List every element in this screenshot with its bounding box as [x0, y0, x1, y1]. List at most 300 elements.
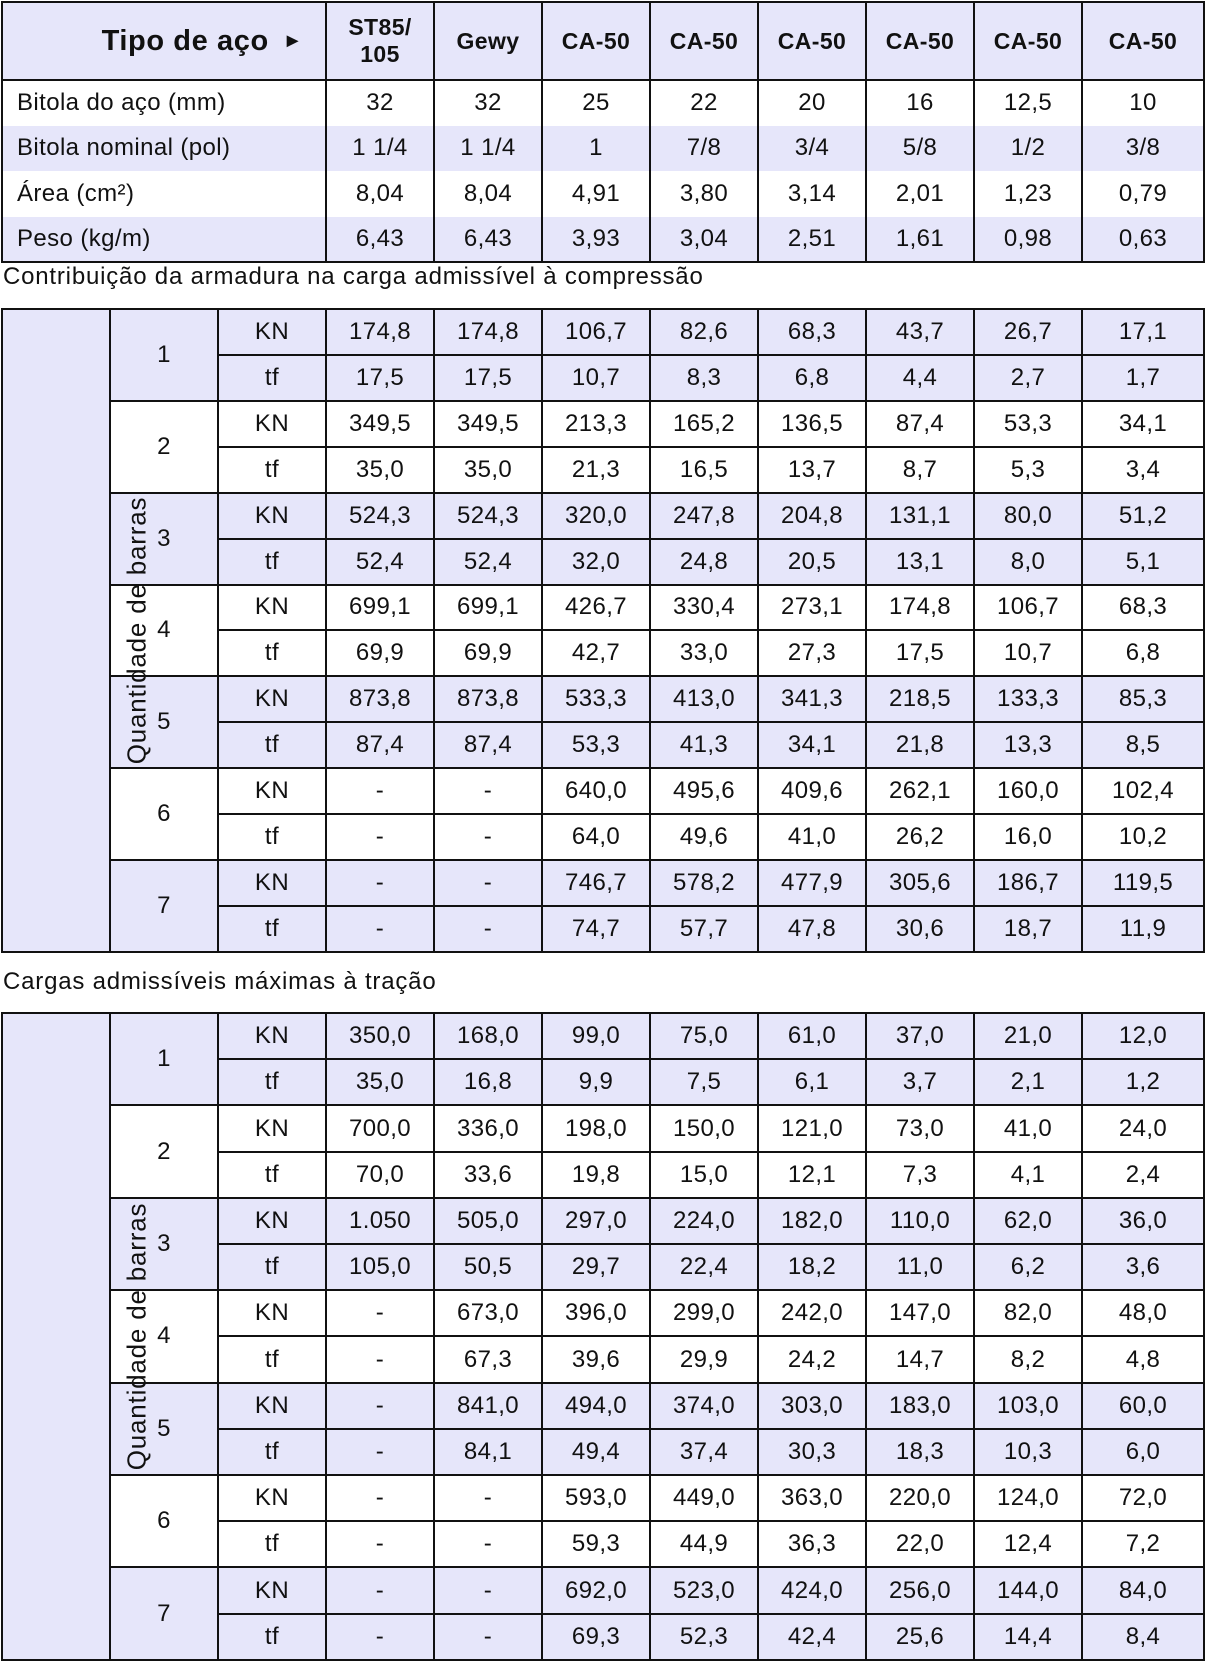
- compression-value: 53,3: [542, 722, 650, 768]
- property-label: Área (cm²): [2, 171, 326, 216]
- tension-value: 18,2: [758, 1244, 866, 1290]
- property-label: Bitola do aço (mm): [2, 80, 326, 125]
- tension-value: 350,0: [326, 1013, 434, 1059]
- tension-row: [2, 1290, 1204, 1336]
- tension-value: 30,3: [758, 1429, 866, 1475]
- property-row: [2, 80, 1204, 125]
- property-value: 12,5: [974, 80, 1082, 125]
- property-value: 32: [326, 80, 434, 125]
- tension-table: [1, 1012, 1205, 1661]
- compression-value: 341,3: [758, 676, 866, 722]
- tension-caption: Cargas admissíveis máximas à tração: [3, 968, 437, 995]
- tension-unit: tf: [218, 1429, 326, 1475]
- tension-value: 39,6: [542, 1336, 650, 1382]
- property-value: 2,51: [758, 217, 866, 262]
- compression-value: 49,6: [650, 814, 758, 860]
- steel-type-name: CA-50: [885, 27, 955, 54]
- compression-value: 320,0: [542, 493, 650, 539]
- tension-value: -: [326, 1567, 434, 1613]
- compression-value: 873,8: [326, 676, 434, 722]
- tension-unit: tf: [218, 1152, 326, 1198]
- compression-value: -: [326, 860, 434, 906]
- compression-value: 8,0: [974, 539, 1082, 585]
- tension-value: 35,0: [326, 1059, 434, 1105]
- tension-value: 121,0: [758, 1105, 866, 1151]
- property-value: 16: [866, 80, 974, 125]
- compression-quantity-label-cell: [2, 309, 152, 952]
- compression-unit: tf: [218, 447, 326, 493]
- tension-value: 7,5: [650, 1059, 758, 1105]
- tension-value: -: [326, 1336, 434, 1382]
- compression-row: [2, 401, 1204, 447]
- tension-value: 29,7: [542, 1244, 650, 1290]
- compression-value: 35,0: [434, 447, 542, 493]
- compression-value: 13,1: [866, 539, 974, 585]
- tension-value: 374,0: [650, 1383, 758, 1429]
- tension-unit: KN: [218, 1013, 326, 1059]
- property-value: 22: [650, 80, 758, 125]
- compression-value: 174,8: [326, 309, 434, 355]
- compression-bar-count: 4: [110, 585, 218, 677]
- compression-value: 6,8: [1082, 630, 1204, 676]
- compression-value: -: [326, 768, 434, 814]
- steel-type-name: Gewy: [456, 27, 520, 54]
- compression-value: 21,3: [542, 447, 650, 493]
- tension-row: [2, 1383, 1204, 1429]
- compression-value: 17,1: [1082, 309, 1204, 355]
- property-value: 1 1/4: [326, 126, 434, 171]
- property-row: [2, 126, 1204, 171]
- compression-value: 699,1: [326, 585, 434, 631]
- compression-value: 1,7: [1082, 355, 1204, 401]
- tension-value: 84,0: [1082, 1567, 1204, 1613]
- tension-value: 60,0: [1082, 1383, 1204, 1429]
- compression-value: 33,0: [650, 630, 758, 676]
- compression-row: [2, 676, 1204, 722]
- tension-value: 183,0: [866, 1383, 974, 1429]
- tension-value: 37,4: [650, 1429, 758, 1475]
- tension-value: 24,0: [1082, 1105, 1204, 1151]
- compression-value: 746,7: [542, 860, 650, 906]
- compression-value: 74,7: [542, 906, 650, 952]
- tension-value: 1.050: [326, 1198, 434, 1244]
- compression-quantity-label: Quantidade de barras: [121, 496, 152, 765]
- tension-value: 44,9: [650, 1521, 758, 1567]
- tension-bar-count: 3: [110, 1198, 218, 1290]
- compression-value: 13,3: [974, 722, 1082, 768]
- steel-type-header-row: [2, 2, 1204, 80]
- compression-bar-count: 1: [110, 309, 218, 401]
- compression-value: 349,5: [434, 401, 542, 447]
- property-value: 1 1/4: [434, 126, 542, 171]
- tension-value: 37,0: [866, 1013, 974, 1059]
- compression-value: 3,4: [1082, 447, 1204, 493]
- tension-value: 220,0: [866, 1475, 974, 1521]
- property-label: Bitola nominal (pol): [2, 126, 326, 171]
- tension-value: 3,6: [1082, 1244, 1204, 1290]
- property-value: 25: [542, 80, 650, 125]
- compression-value: 413,0: [650, 676, 758, 722]
- compression-unit: KN: [218, 676, 326, 722]
- tension-value: 67,3: [434, 1336, 542, 1382]
- tension-unit: tf: [218, 1244, 326, 1290]
- tension-unit: KN: [218, 1475, 326, 1521]
- tension-bar-count: 5: [110, 1383, 218, 1475]
- steel-type-name: ST85/: [348, 14, 412, 41]
- tension-unit: tf: [218, 1336, 326, 1382]
- tension-value: -: [434, 1521, 542, 1567]
- compression-value: 119,5: [1082, 860, 1204, 906]
- compression-bar-count: 6: [110, 768, 218, 860]
- property-value: 3,80: [650, 171, 758, 216]
- compression-value: 80,0: [974, 493, 1082, 539]
- tension-value: 11,0: [866, 1244, 974, 1290]
- tension-value: 3,7: [866, 1059, 974, 1105]
- compression-row: [2, 585, 1204, 631]
- tension-value: 33,6: [434, 1152, 542, 1198]
- compression-value: 17,5: [434, 355, 542, 401]
- tension-value: 70,0: [326, 1152, 434, 1198]
- steel-type-header: [1082, 2, 1204, 80]
- compression-value: 42,7: [542, 630, 650, 676]
- compression-bar-count: 5: [110, 676, 218, 768]
- tension-bar-count: 4: [110, 1290, 218, 1382]
- tension-value: 25,6: [866, 1614, 974, 1660]
- tension-unit: tf: [218, 1614, 326, 1660]
- steel-type-name: CA-50: [1108, 27, 1178, 54]
- compression-value: 21,8: [866, 722, 974, 768]
- compression-unit: tf: [218, 906, 326, 952]
- tension-value: 150,0: [650, 1105, 758, 1151]
- tension-value: 505,0: [434, 1198, 542, 1244]
- tension-unit: KN: [218, 1383, 326, 1429]
- compression-value: 477,9: [758, 860, 866, 906]
- tension-value: 297,0: [542, 1198, 650, 1244]
- compression-value: 165,2: [650, 401, 758, 447]
- tension-row: [2, 1013, 1204, 1059]
- tension-value: 29,9: [650, 1336, 758, 1382]
- compression-value: 87,4: [326, 722, 434, 768]
- tension-value: -: [434, 1475, 542, 1521]
- compression-unit: KN: [218, 401, 326, 447]
- compression-value: 68,3: [758, 309, 866, 355]
- property-value: 1/2: [974, 126, 1082, 171]
- compression-value: 160,0: [974, 768, 1082, 814]
- tension-value: 6,0: [1082, 1429, 1204, 1475]
- tension-value: 14,4: [974, 1614, 1082, 1660]
- tension-row: [2, 1105, 1204, 1151]
- compression-value: 30,6: [866, 906, 974, 952]
- tension-value: 72,0: [1082, 1475, 1204, 1521]
- tension-value: 36,0: [1082, 1198, 1204, 1244]
- tension-value: -: [326, 1383, 434, 1429]
- compression-value: 262,1: [866, 768, 974, 814]
- compression-unit: KN: [218, 768, 326, 814]
- tension-value: 593,0: [542, 1475, 650, 1521]
- steel-type-name: CA-50: [777, 27, 847, 54]
- compression-row: [2, 309, 1204, 355]
- compression-value: 330,4: [650, 585, 758, 631]
- tension-value: 336,0: [434, 1105, 542, 1151]
- tension-row: [2, 1567, 1204, 1613]
- tension-unit: tf: [218, 1059, 326, 1105]
- compression-value: 699,1: [434, 585, 542, 631]
- compression-value: 524,3: [434, 493, 542, 539]
- tension-value: 16,8: [434, 1059, 542, 1105]
- steel-type-header: [758, 2, 866, 80]
- compression-value: 204,8: [758, 493, 866, 539]
- property-value: 8,04: [434, 171, 542, 216]
- tension-value: 224,0: [650, 1198, 758, 1244]
- tension-value: 8,2: [974, 1336, 1082, 1382]
- steel-type-header: [974, 2, 1082, 80]
- tension-bar-count: 6: [110, 1475, 218, 1567]
- compression-value: 47,8: [758, 906, 866, 952]
- compression-value: 305,6: [866, 860, 974, 906]
- property-value: 5/8: [866, 126, 974, 171]
- tension-value: 21,0: [974, 1013, 1082, 1059]
- compression-value: 174,8: [866, 585, 974, 631]
- compression-value: 16,5: [650, 447, 758, 493]
- compression-value: 578,2: [650, 860, 758, 906]
- compression-value: 43,7: [866, 309, 974, 355]
- compression-value: 16,0: [974, 814, 1082, 860]
- tension-value: 48,0: [1082, 1290, 1204, 1336]
- tension-value: 6,2: [974, 1244, 1082, 1290]
- compression-unit: tf: [218, 355, 326, 401]
- compression-value: 8,3: [650, 355, 758, 401]
- compression-caption: Contribuição da armadura na carga admissível à compressão: [3, 263, 704, 290]
- compression-value: 174,8: [434, 309, 542, 355]
- tension-value: 12,0: [1082, 1013, 1204, 1059]
- tension-value: 110,0: [866, 1198, 974, 1244]
- tension-value: 363,0: [758, 1475, 866, 1521]
- compression-value: 53,3: [974, 401, 1082, 447]
- compression-bar-count: 7: [110, 860, 218, 952]
- property-value: 1,61: [866, 217, 974, 262]
- tension-quantity-label-cell: [2, 1013, 152, 1660]
- compression-value: 17,5: [866, 630, 974, 676]
- tension-value: 9,9: [542, 1059, 650, 1105]
- tension-value: 2,1: [974, 1059, 1082, 1105]
- tension-value: 103,0: [974, 1383, 1082, 1429]
- compression-value: 11,9: [1082, 906, 1204, 952]
- compression-value: 64,0: [542, 814, 650, 860]
- property-value: 1,23: [974, 171, 1082, 216]
- steel-type-label-cell: [2, 2, 326, 80]
- property-row: [2, 217, 1204, 262]
- property-value: 10: [1082, 80, 1204, 125]
- tension-value: -: [434, 1614, 542, 1660]
- tension-value: 424,0: [758, 1567, 866, 1613]
- tension-value: 14,7: [866, 1336, 974, 1382]
- compression-unit: tf: [218, 722, 326, 768]
- tension-value: 69,3: [542, 1614, 650, 1660]
- compression-unit: KN: [218, 493, 326, 539]
- compression-value: 32,0: [542, 539, 650, 585]
- tension-unit: KN: [218, 1290, 326, 1336]
- compression-unit: KN: [218, 309, 326, 355]
- compression-value: 426,7: [542, 585, 650, 631]
- compression-value: 82,6: [650, 309, 758, 355]
- compression-value: 27,3: [758, 630, 866, 676]
- tension-quantity-label: Quantidade de barras: [121, 1202, 152, 1471]
- tension-unit: KN: [218, 1105, 326, 1151]
- tension-value: 7,3: [866, 1152, 974, 1198]
- compression-value: 409,6: [758, 768, 866, 814]
- compression-value: 34,1: [1082, 401, 1204, 447]
- tension-value: -: [326, 1429, 434, 1475]
- compression-value: 8,7: [866, 447, 974, 493]
- compression-value: 26,2: [866, 814, 974, 860]
- compression-value: -: [434, 814, 542, 860]
- tension-value: 1,2: [1082, 1059, 1204, 1105]
- tension-value: 10,3: [974, 1429, 1082, 1475]
- tension-value: 4,8: [1082, 1336, 1204, 1382]
- compression-value: 2,7: [974, 355, 1082, 401]
- tension-value: 198,0: [542, 1105, 650, 1151]
- tension-bar-count: 7: [110, 1567, 218, 1660]
- compression-value: 873,8: [434, 676, 542, 722]
- compression-value: 69,9: [326, 630, 434, 676]
- tension-value: 692,0: [542, 1567, 650, 1613]
- tension-value: 75,0: [650, 1013, 758, 1059]
- compression-value: 495,6: [650, 768, 758, 814]
- tension-value: 73,0: [866, 1105, 974, 1151]
- compression-value: -: [326, 906, 434, 952]
- compression-value: 41,0: [758, 814, 866, 860]
- compression-value: 13,7: [758, 447, 866, 493]
- property-value: 0,98: [974, 217, 1082, 262]
- compression-value: 85,3: [1082, 676, 1204, 722]
- tension-row: [2, 1198, 1204, 1244]
- compression-unit: tf: [218, 630, 326, 676]
- compression-value: -: [434, 906, 542, 952]
- compression-value: 8,5: [1082, 722, 1204, 768]
- tension-value: 8,4: [1082, 1614, 1204, 1660]
- compression-unit: tf: [218, 539, 326, 585]
- tension-value: 52,3: [650, 1614, 758, 1660]
- property-value: 3,14: [758, 171, 866, 216]
- compression-row: [2, 768, 1204, 814]
- tension-value: 182,0: [758, 1198, 866, 1244]
- tension-row: [2, 1475, 1204, 1521]
- property-value: 8,04: [326, 171, 434, 216]
- compression-value: -: [434, 768, 542, 814]
- tension-value: 494,0: [542, 1383, 650, 1429]
- compression-value: 51,2: [1082, 493, 1204, 539]
- tension-value: 42,4: [758, 1614, 866, 1660]
- tension-value: 6,1: [758, 1059, 866, 1105]
- tension-value: 15,0: [650, 1152, 758, 1198]
- steel-type-header: [434, 2, 542, 80]
- property-value: 1: [542, 126, 650, 171]
- tension-value: 449,0: [650, 1475, 758, 1521]
- property-value: 0,63: [1082, 217, 1204, 262]
- tension-unit: KN: [218, 1567, 326, 1613]
- steel-type-name-line2: 105: [360, 41, 400, 68]
- property-value: 0,79: [1082, 171, 1204, 216]
- tension-value: 59,3: [542, 1521, 650, 1567]
- tension-value: 700,0: [326, 1105, 434, 1151]
- compression-value: 6,8: [758, 355, 866, 401]
- tension-value: -: [326, 1521, 434, 1567]
- property-value: 6,43: [434, 217, 542, 262]
- compression-unit: KN: [218, 860, 326, 906]
- tension-bar-count: 1: [110, 1013, 218, 1105]
- compression-value: 24,8: [650, 539, 758, 585]
- steel-type-name: CA-50: [669, 27, 739, 54]
- compression-value: 52,4: [326, 539, 434, 585]
- compression-value: 10,7: [974, 630, 1082, 676]
- compression-value: 87,4: [434, 722, 542, 768]
- property-row: [2, 171, 1204, 216]
- tension-value: -: [434, 1567, 542, 1613]
- tension-value: 18,3: [866, 1429, 974, 1475]
- tension-value: -: [326, 1290, 434, 1336]
- property-value: 7/8: [650, 126, 758, 171]
- compression-value: 10,7: [542, 355, 650, 401]
- tension-value: 50,5: [434, 1244, 542, 1290]
- tension-value: 168,0: [434, 1013, 542, 1059]
- property-value: 3,04: [650, 217, 758, 262]
- tension-value: 105,0: [326, 1244, 434, 1290]
- compression-value: 35,0: [326, 447, 434, 493]
- tension-value: 673,0: [434, 1290, 542, 1336]
- compression-value: 69,9: [434, 630, 542, 676]
- property-value: 6,43: [326, 217, 434, 262]
- tension-value: 124,0: [974, 1475, 1082, 1521]
- tension-value: 299,0: [650, 1290, 758, 1336]
- tension-value: 61,0: [758, 1013, 866, 1059]
- tension-value: 41,0: [974, 1105, 1082, 1151]
- compression-unit: tf: [218, 814, 326, 860]
- property-value: 2,01: [866, 171, 974, 216]
- compression-value: 640,0: [542, 768, 650, 814]
- compression-value: 10,2: [1082, 814, 1204, 860]
- compression-value: 131,1: [866, 493, 974, 539]
- compression-value: 17,5: [326, 355, 434, 401]
- compression-value: 136,5: [758, 401, 866, 447]
- tension-value: 12,4: [974, 1521, 1082, 1567]
- tension-value: 84,1: [434, 1429, 542, 1475]
- tension-value: 99,0: [542, 1013, 650, 1059]
- steel-properties-table: [1, 1, 1205, 263]
- compression-unit: KN: [218, 585, 326, 631]
- compression-value: 133,3: [974, 676, 1082, 722]
- compression-value: 533,3: [542, 676, 650, 722]
- steel-type-name: CA-50: [561, 27, 631, 54]
- tension-value: 523,0: [650, 1567, 758, 1613]
- compression-value: 20,5: [758, 539, 866, 585]
- compression-value: 213,3: [542, 401, 650, 447]
- compression-value: 349,5: [326, 401, 434, 447]
- compression-value: 52,4: [434, 539, 542, 585]
- property-value: 32: [434, 80, 542, 125]
- compression-value: 5,1: [1082, 539, 1204, 585]
- compression-value: -: [434, 860, 542, 906]
- compression-value: 34,1: [758, 722, 866, 768]
- tension-value: 841,0: [434, 1383, 542, 1429]
- compression-value: 102,4: [1082, 768, 1204, 814]
- tension-value: 144,0: [974, 1567, 1082, 1613]
- tension-value: 19,8: [542, 1152, 650, 1198]
- steel-type-header: [866, 2, 974, 80]
- tension-value: 4,1: [974, 1152, 1082, 1198]
- compression-bar-count: 2: [110, 401, 218, 493]
- compression-value: 247,8: [650, 493, 758, 539]
- tension-value: 22,0: [866, 1521, 974, 1567]
